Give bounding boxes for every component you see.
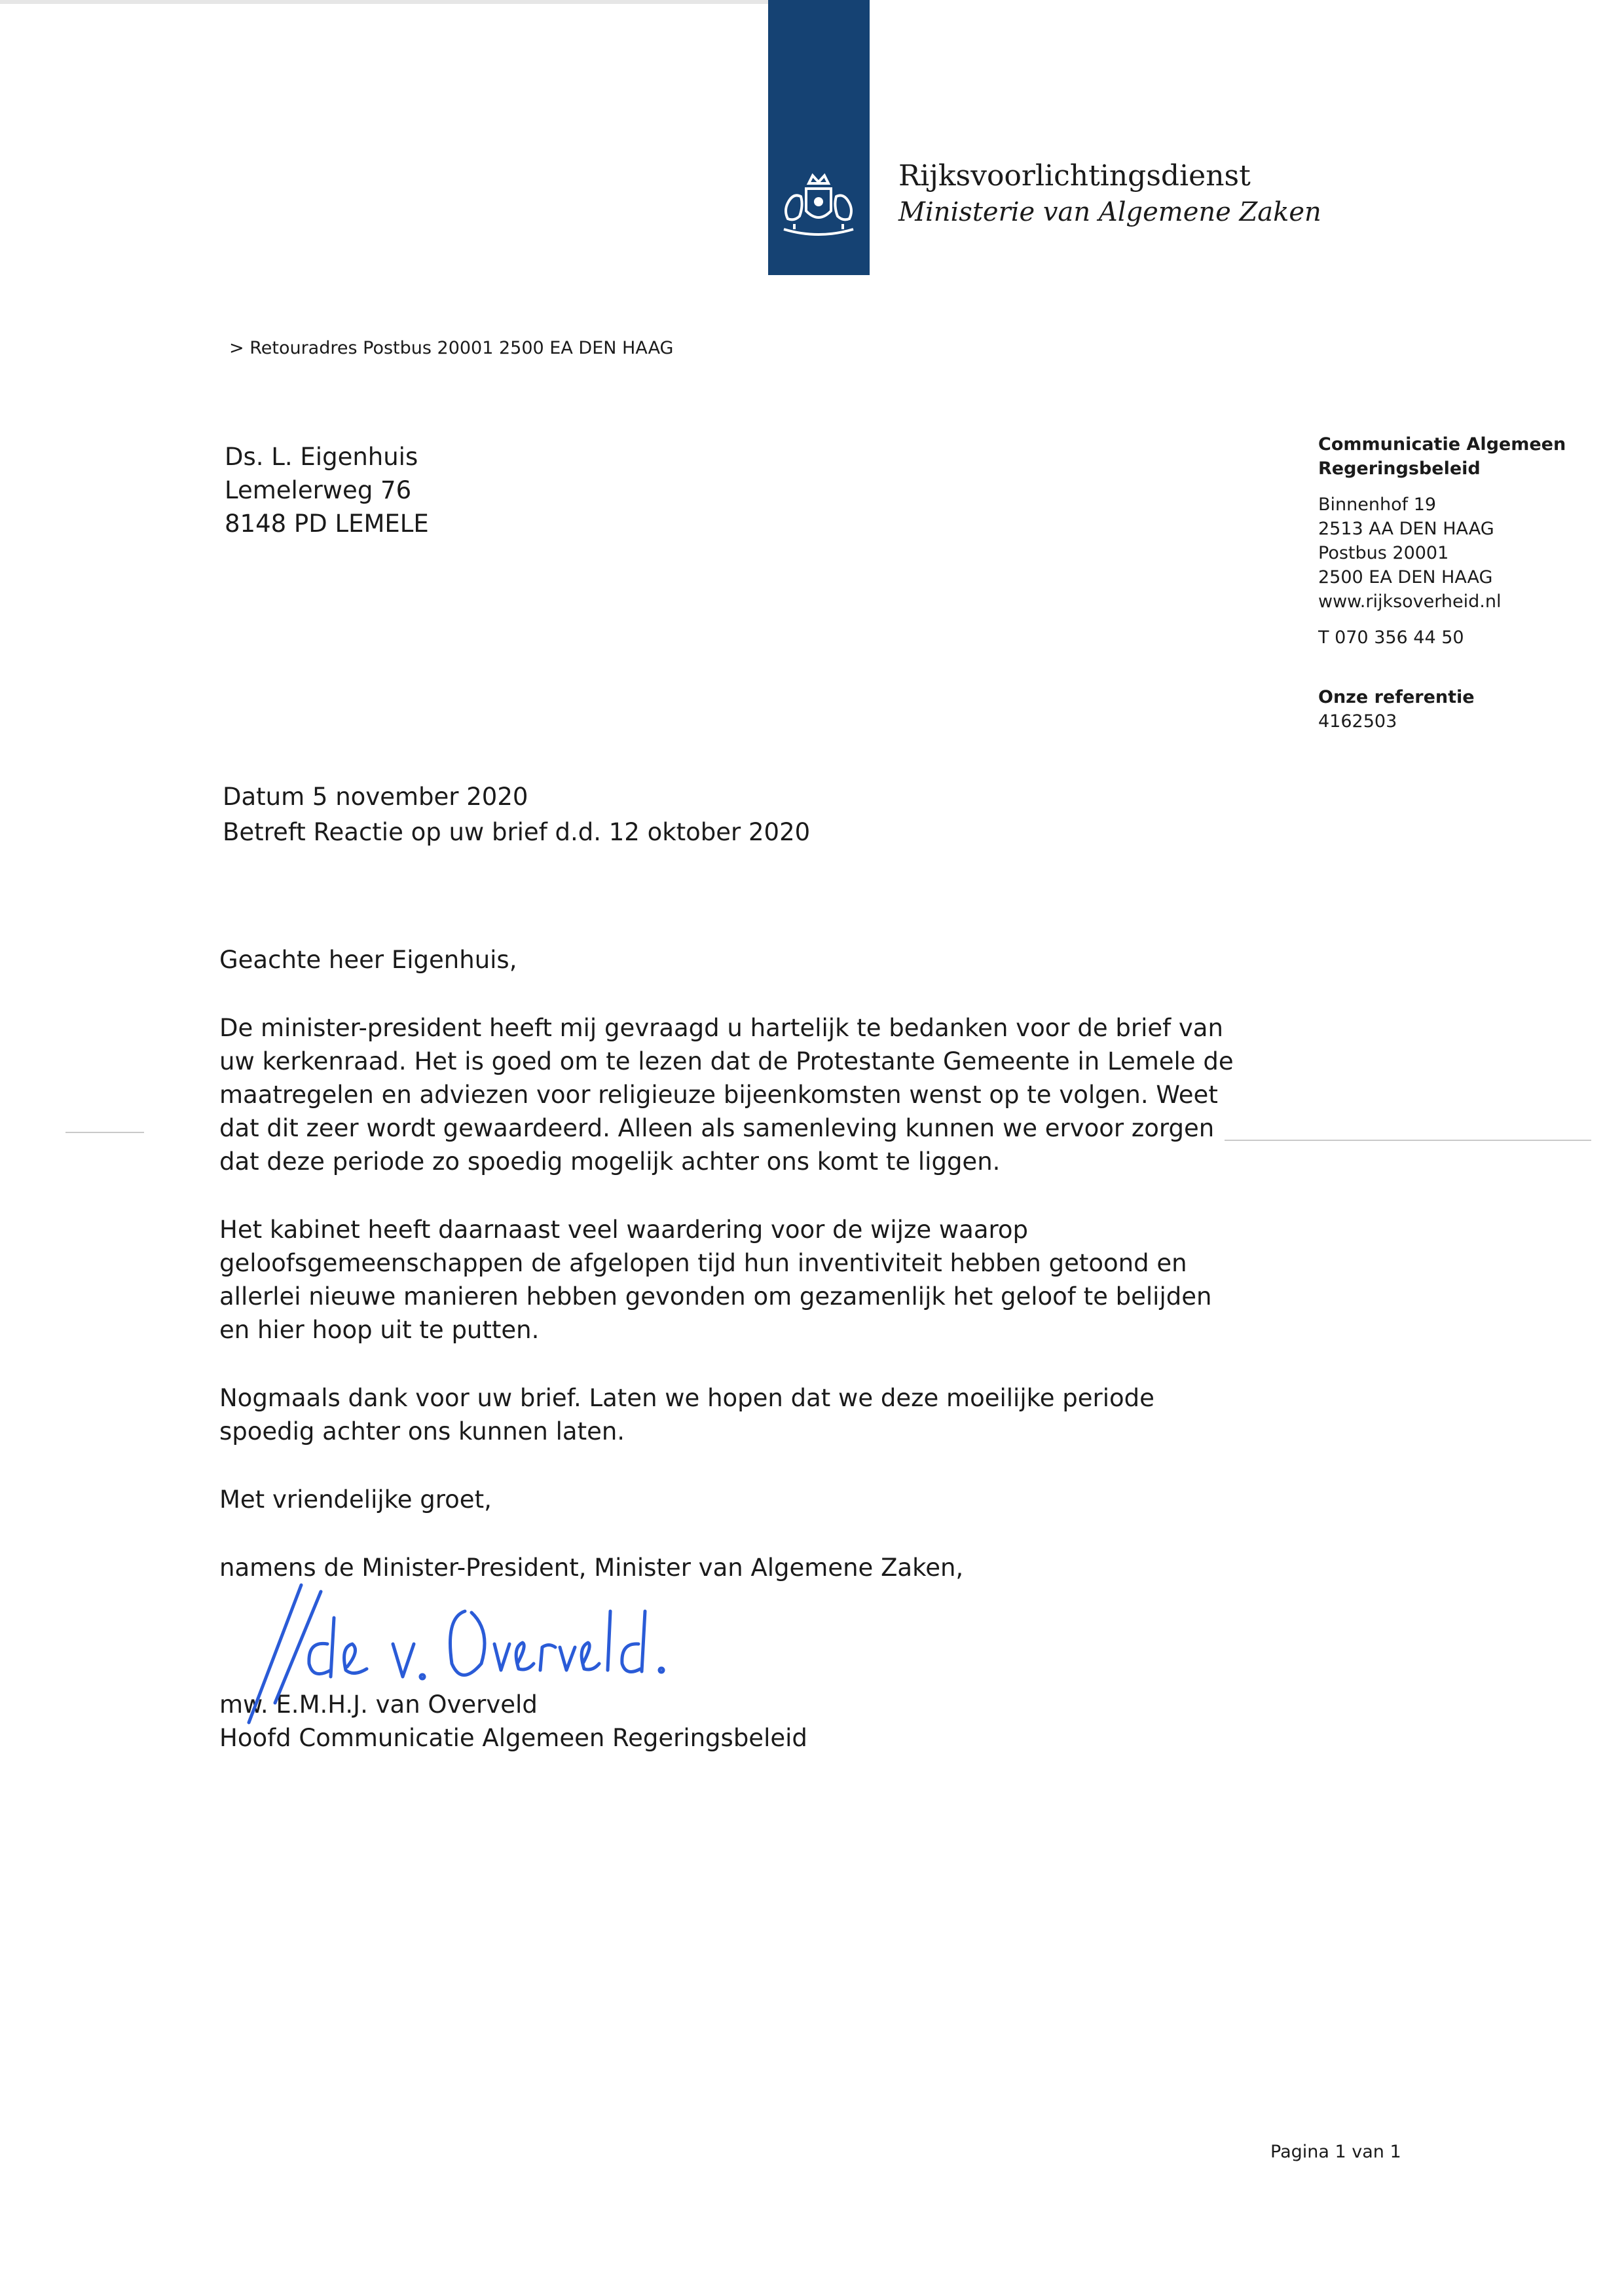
sender-address-line: Postbus 20001: [1318, 543, 1449, 563]
letter-subject: Betreft Reactie op uw brief d.d. 12 oktober 2020: [223, 818, 811, 846]
ministry-name: Ministerie van Algemene Zaken: [898, 197, 1321, 227]
scan-artifact-top: [0, 0, 768, 4]
page-number: Pagina 1 van 1: [1270, 2142, 1401, 2162]
scan-artifact-mid-left: [65, 1132, 144, 1133]
on-behalf-line: namens de Minister-President, Minister van Algemene Zaken,: [219, 1554, 964, 1582]
sender-address-line: Binnenhof 19: [1318, 494, 1437, 515]
coat-of-arms-icon: [768, 164, 870, 262]
sender-block: [1318, 432, 1566, 734]
sender-website: www.rijksoverheid.nl: [1318, 591, 1502, 612]
closing: Met vriendelijke groet,: [219, 1485, 492, 1514]
body-paragraph: Nogmaals dank voor uw brief. Laten we hopen dat we deze moeilijke periode spoedig achter ons kunnen laten.: [219, 1384, 1154, 1446]
organization-name: Rijksvoorlichtingsdienst: [898, 159, 1251, 193]
reference-value: 4162503: [1318, 711, 1397, 732]
sender-department-2: Regeringsbeleid: [1318, 458, 1481, 479]
logo-text: [898, 157, 1321, 229]
sender-phone: T 070 356 44 50: [1318, 627, 1464, 648]
reference-label: Onze referentie: [1318, 687, 1475, 707]
recipient-address: [225, 440, 429, 540]
handwritten-signature: [236, 1572, 733, 1729]
body-paragraph: De minister-president heeft mij gevraagd u hartelijk te bedanken voor de brief van uw kerkenraad. Het is goed om te lezen dat de Protestante Gemeente in Lemele de maatregelen en adviezen voor religieuze bijeenkomsten wenst op te volgen. Weet dat dit zeer wordt gewaardeerd. Alleen als samenleving kunnen we ervoor zorgen dat deze periode zo spoedig mogelijk achter ons komt te liggen.: [219, 1014, 1234, 1176]
signatory-name: mw. E.M.H.J. van Overveld: [219, 1690, 538, 1719]
recipient-city: 8148 PD LEMELE: [225, 510, 429, 538]
recipient-name: Ds. L. Eigenhuis: [225, 443, 418, 471]
sender-department: Communicatie Algemeen: [1318, 434, 1566, 455]
sender-address-line: 2513 AA DEN HAAG: [1318, 519, 1494, 539]
salutation: Geachte heer Eigenhuis,: [219, 946, 517, 974]
signatory-title: Hoofd Communicatie Algemeen Regeringsbeleid: [219, 1724, 807, 1752]
letter-date: Datum 5 november 2020: [223, 783, 528, 811]
return-address: > Retouradres Postbus 20001 2500 EA DEN HAAG: [229, 338, 674, 358]
sender-address-line: 2500 EA DEN HAAG: [1318, 567, 1493, 588]
body-paragraph: Het kabinet heeft daarnaast veel waardering voor de wijze waarop geloofsgemeenschappen de afgelopen tijd hun inventiviteit hebben getoond en allerlei nieuwe manieren hebben gevonden om gezamenlijk het geloof te belijden en hier hoop uit te putten.: [219, 1216, 1212, 1344]
recipient-street: Lemelerweg 76: [225, 476, 412, 504]
letter-meta: [223, 779, 810, 850]
scan-artifact-mid-right: [1225, 1140, 1591, 1141]
logo-bar: [768, 0, 870, 275]
